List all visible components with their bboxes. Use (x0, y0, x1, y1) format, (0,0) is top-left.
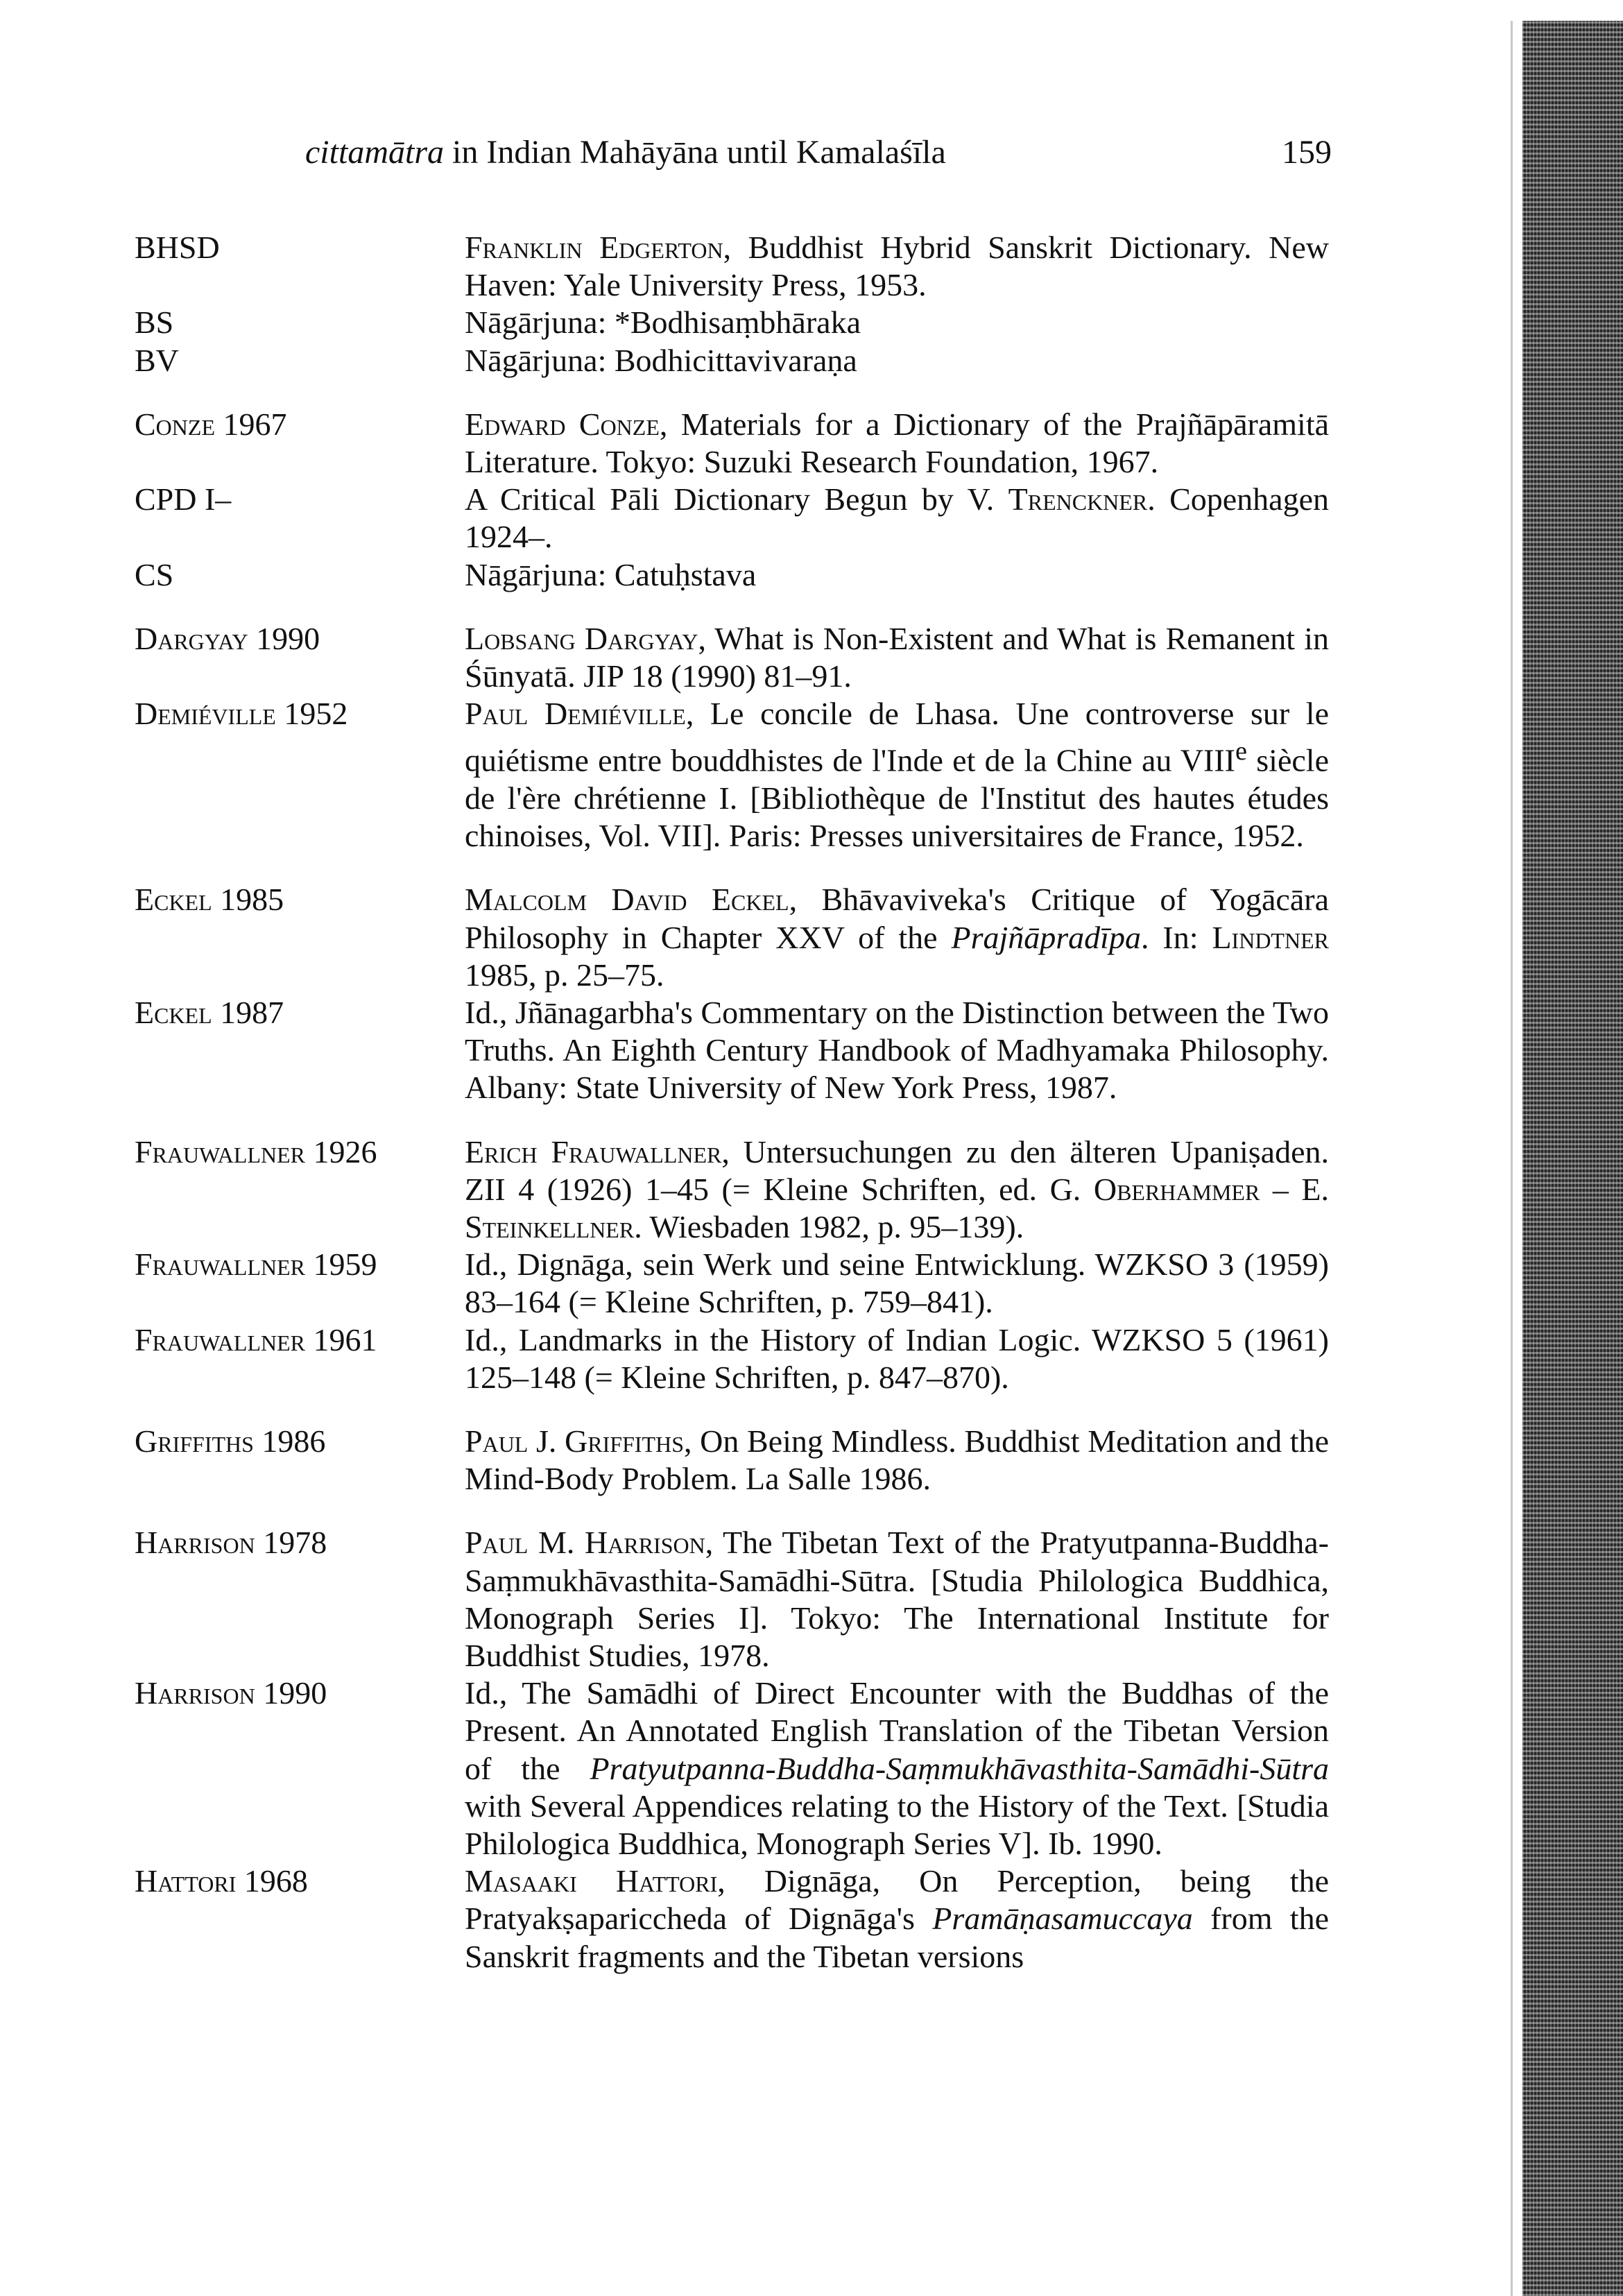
entry-author: Paul M. Harrison (465, 1525, 705, 1561)
bibliography-entry (135, 556, 1329, 594)
work-title-italic: Pramāṇasamuccaya (932, 1901, 1193, 1937)
entry-reference: Id., Dignāga, sein Werk und seine Entwicklung. WZKSO 3 (1959) 83–164 (= Kleine Schriften, p. 759–841). (465, 1246, 1329, 1320)
entry-author: Masaaki Hattori (465, 1863, 718, 1899)
bibliography-entry (135, 1423, 1329, 1498)
entry-author: Edward Conze (465, 406, 660, 442)
entry-abbreviation: Dargyay 1990 (135, 620, 320, 656)
entry-abbreviation: CPD I– (135, 481, 232, 517)
bibliography-entry (135, 406, 1329, 481)
entry-reference: Paul Demiéville, Le concile de Lhasa. Une controverse sur le quiétisme entre bouddhistes de l'Inde et de la Chine au VIIIe siècle de l'ère chrétienne I. [Bibliothèque de l'Institut des hautes études chinoises, Vol. VII]. Paris: Presses universitaires de France, 1952. (465, 696, 1329, 854)
entry-author: Paul J. Griffiths (465, 1423, 684, 1459)
entry-reference: Paul M. Harrison, The Tibetan Text of the Pratyutpanna-Buddha-Saṃmukhāvasthita-Samādhi-Sūtra. [Studia Philologica Buddhica, Monograph Series I]. Tokyo: The International Institute for Buddhist Studies, 1978. (465, 1525, 1329, 1674)
entry-reference: Id., Landmarks in the History of Indian Logic. WZKSO 5 (1961) 125–148 (= Kleine Schriften, p. 847–870). (465, 1321, 1329, 1395)
entry-reference: Malcolm David Eckel, Bhāvaviveka's Critique of Yogācāra Philosophy in Chapter XXV of the Prajñāpradīpa. In: Lindtner 1985, p. 25–75. (465, 882, 1329, 993)
entry-author: Trenckner (1008, 481, 1148, 517)
running-title-italic: cittamātra (305, 134, 444, 171)
entry-reference: Id., Jñānagarbha's Commentary on the Distinction between the Two Truths. An Eighth Century Handbook of Madhyamaka Philosophy. Albany: State University of New York Press, 1987. (465, 994, 1329, 1106)
entry-abbreviation: CS (135, 556, 174, 592)
entry-reference: Id., The Samādhi of Direct Encounter with the Buddhas of the Present. An Annotated English Translation of the Tibetan Version of the Pratyutpanna-Buddha-Saṃmukhāvasthita-Samādhi-Sūtra with Several Appendices relating to the History of the Text. [Studia Philologica Buddhica, Monograph Series V]. Ib. 1990. (465, 1675, 1329, 1862)
bibliography-entry (135, 695, 1329, 855)
entry-abbreviation: BV (135, 342, 179, 378)
bibliography-entry (135, 1524, 1329, 1674)
entry-abbreviation: Conze 1967 (135, 406, 287, 442)
bibliography-entry (135, 881, 1329, 994)
bibliography-entry (135, 1246, 1329, 1321)
entry-abbreviation: BS (135, 305, 174, 341)
scanned-page-edge (1522, 21, 1623, 2296)
bibliography-entry (135, 1674, 1329, 1862)
entry-author: Paul Demiéville (465, 696, 686, 732)
page-edge-line (1511, 21, 1513, 2296)
work-title-italic: Prajñāpradīpa (951, 919, 1141, 955)
entry-abbreviation: Frauwallner 1926 (135, 1133, 377, 1170)
entry-reference: Masaaki Hattori, Dignāga, On Perception, being the Pratyakṣapariccheda of Dignāga's Pramāṇasamuccaya from the Sanskrit fragments and the Tibetan versions (465, 1863, 1329, 1974)
entry-reference: Paul J. Griffiths, On Being Mindless. Buddhist Meditation and the Mind-Body Problem. La Salle 1986. (465, 1423, 1329, 1497)
entry-reference: Erich Frauwallner, Untersuchungen zu den älteren Upaniṣaden. ZII 4 (1926) 1–45 (= Kleine Schriften, ed. G. Oberhammer – E. Steinkellner. Wiesbaden 1982, p. 95–139). (465, 1133, 1330, 1244)
entry-abbreviation: Griffiths 1986 (135, 1423, 326, 1459)
bibliography-list (135, 229, 1329, 1976)
entry-abbreviation: Demiéville 1952 (135, 696, 348, 732)
bibliography-entry (135, 304, 1329, 341)
bibliography-entry (135, 342, 1329, 379)
running-title-rest: in Indian Mahāyāna until Kamalaśīla (444, 134, 946, 171)
running-header (305, 128, 1332, 177)
work-title-italic: Pratyutpanna-Buddha-Saṃmukhāvasthita-Samādhi-Sūtra (590, 1750, 1329, 1786)
bibliography-entry (135, 229, 1329, 304)
bibliography-entry (135, 481, 1329, 556)
bibliography-entry (135, 620, 1329, 695)
entry-reference: A Critical Pāli Dictionary Begun by V. Trenckner. Copenhagen 1924–. (465, 481, 1329, 555)
entry-abbreviation: BHSD (135, 230, 220, 265)
entry-author: Malcolm David Eckel (465, 882, 789, 918)
entry-reference: Nāgārjuna: *Bodhisaṃbhāraka (465, 305, 861, 341)
entry-abbreviation: Hattori 1968 (135, 1863, 308, 1899)
entry-reference: Lobsang Dargyay, What is Non-Existent and What is Remanent in Śūnyatā. JIP 18 (1990) 81–91. (465, 620, 1329, 694)
page-number: 159 (1282, 134, 1332, 171)
entry-reference: Franklin Edgerton, Buddhist Hybrid Sanskrit Dictionary. New Haven: Yale University Press, 1953. (465, 230, 1329, 303)
entry-abbreviation: Frauwallner 1961 (135, 1321, 377, 1357)
bibliography-entry (135, 1321, 1329, 1396)
bibliography-entry (135, 994, 1329, 1107)
entry-reference: Edward Conze, Materials for a Dictionary of the Prajñāpāramitā Literature. Tokyo: Suzuki Research Foundation, 1967. (465, 406, 1330, 480)
bibliography-entry (135, 1133, 1329, 1246)
entry-reference: Nāgārjuna: Bodhicittavivaraṇa (465, 342, 857, 378)
entry-author: Lobsang Dargyay (465, 620, 698, 656)
entry-author: Erich Frauwallner (465, 1133, 722, 1170)
entry-abbreviation: Eckel 1987 (135, 994, 284, 1030)
entry-abbreviation: Eckel 1985 (135, 882, 284, 918)
entry-author: Franklin Edgerton (465, 230, 723, 265)
entry-abbreviation: Frauwallner 1959 (135, 1246, 377, 1283)
entry-reference: Nāgārjuna: Catuḥstava (465, 556, 757, 592)
entry-abbreviation: Harrison 1990 (135, 1675, 327, 1711)
bibliography-entry (135, 1862, 1329, 1976)
entry-abbreviation: Harrison 1978 (135, 1525, 327, 1561)
running-title (305, 128, 946, 177)
